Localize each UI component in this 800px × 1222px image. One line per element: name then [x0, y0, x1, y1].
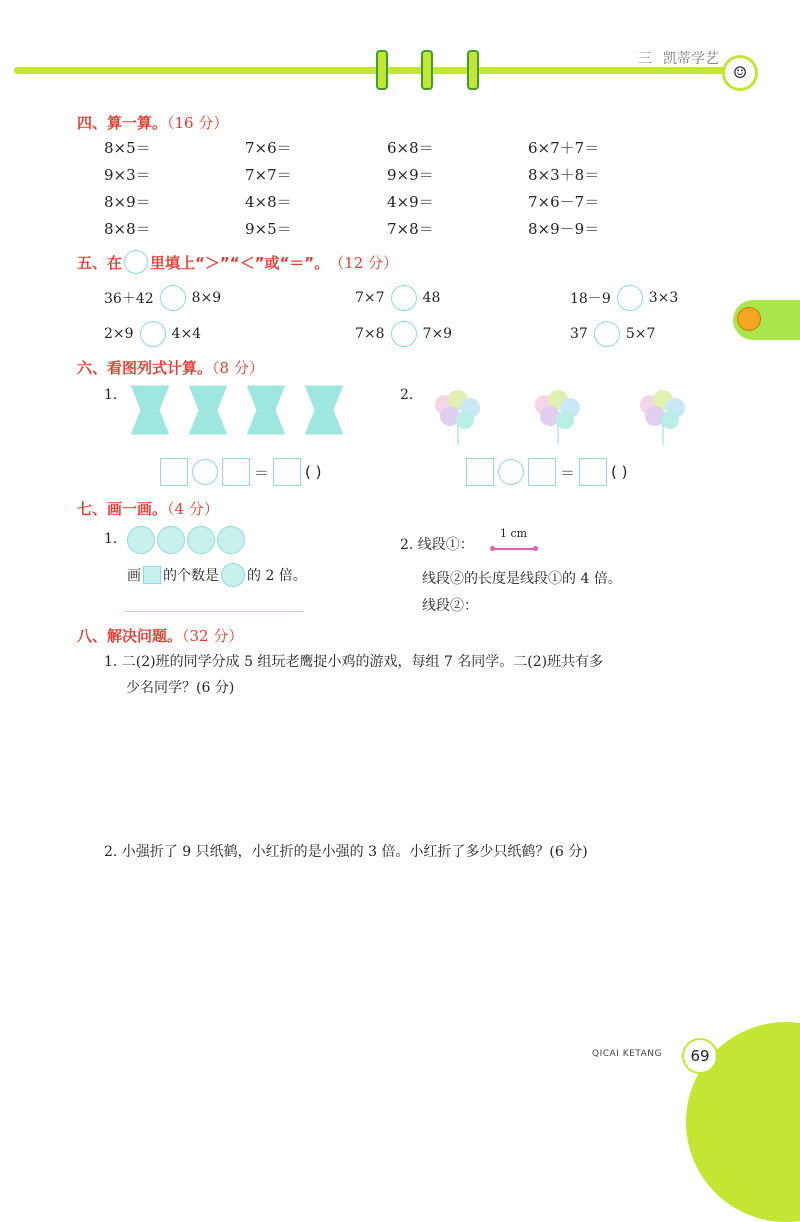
operator-circle[interactable] [498, 459, 524, 485]
compare-item [570, 321, 655, 347]
compare-left: 36＋42 [104, 291, 154, 307]
equation-row-1: ＝ ( ) [160, 458, 322, 486]
compare-left: 7×8 [355, 326, 385, 342]
compare-circle[interactable] [594, 321, 620, 347]
answer-box[interactable] [160, 458, 188, 486]
sec8-q1a: 1. 二(2)班的同学分成 5 组玩老鹰捉小鸡的游戏，每组 7 名同学。二(2)班共有多 [104, 654, 604, 670]
circle-icon [221, 563, 245, 587]
filled-circle [187, 526, 215, 554]
compare-right: 8×9 [191, 290, 222, 306]
compare-left: 37 [570, 326, 588, 342]
calc-item: 8×8＝ [104, 220, 151, 238]
calc-item: 4×9＝ [387, 193, 434, 211]
draw-area-line [124, 611, 304, 612]
compare-left: 18－9 [570, 291, 611, 307]
compare-left: 7×7 [355, 290, 385, 306]
filled-circle [127, 526, 155, 554]
calc-item: 8×9＝ [104, 193, 151, 211]
square-icon [143, 566, 161, 584]
compare-item [104, 321, 201, 347]
calc-item: 6×7＋7＝ [528, 139, 600, 157]
calc-item: 6×8＝ [387, 139, 434, 157]
sec6-n2: 2. [400, 387, 414, 403]
segment-endpoint [490, 546, 495, 551]
compare-circle[interactable] [617, 285, 643, 311]
circle-icon [124, 250, 148, 274]
calc-item: 7×7＝ [245, 166, 292, 184]
calc-item: 9×9＝ [387, 166, 434, 184]
compare-item [104, 285, 221, 311]
sec7-n2: 2. 线段①： [400, 537, 474, 553]
calc-item: 8×5＝ [104, 139, 151, 157]
filled-circle [217, 526, 245, 554]
compare-item [355, 321, 452, 347]
answer-box[interactable] [466, 458, 494, 486]
page-number: 69 [682, 1038, 718, 1074]
compare-right: 7×9 [422, 326, 453, 342]
compare-right: 48 [422, 290, 441, 306]
balloon-figures [420, 380, 710, 450]
segment-one [492, 548, 536, 550]
balloon-bunch [640, 390, 685, 445]
compare-right: 5×7 [625, 326, 656, 342]
footer-brand: QICAI KETANG [592, 1049, 662, 1059]
sec7-line1: 画 的个数是 的 2 倍。 [127, 563, 307, 587]
calc-item: 7×6－7＝ [528, 193, 600, 211]
compare-circle[interactable] [140, 321, 166, 347]
sec7-n1: 1. [104, 531, 118, 547]
binder-ring [376, 50, 388, 90]
compare-circle[interactable] [391, 285, 417, 311]
calc-item: 8×9－9＝ [528, 220, 600, 238]
hexagon-shape [304, 385, 344, 435]
hexagon-shape [188, 385, 228, 435]
compare-circle[interactable] [391, 321, 417, 347]
calc-item: 7×6＝ [245, 139, 292, 157]
compare-right: 4×4 [171, 326, 202, 342]
mascot-icon: ☺ [722, 55, 758, 91]
fish-icon [737, 307, 761, 331]
balloon-bunch [435, 390, 480, 445]
compare-item [355, 285, 440, 311]
header-title: 凯蒂学艺 [663, 51, 719, 67]
compare-item [570, 285, 678, 311]
sec4-title: 四、算一算。（16 分） [77, 114, 229, 132]
answer-box[interactable] [528, 458, 556, 486]
equation-row-2: ＝ ( ) [466, 458, 628, 486]
header-unit: 三 [638, 51, 652, 67]
segment-endpoint [533, 546, 538, 551]
sec8-q1b: 少名同学？(6 分) [126, 680, 235, 696]
unit-label: 1 cm [500, 527, 528, 540]
answer-box[interactable] [273, 458, 301, 486]
calc-item: 4×8＝ [245, 193, 292, 211]
sec6-n1: 1. [104, 387, 118, 403]
calc-item: 8×3＋8＝ [528, 166, 600, 184]
hexagon-figures [120, 380, 370, 450]
circle-row [127, 526, 245, 554]
sec6-title: 六、看图列式计算。（8 分） [77, 359, 264, 377]
balloon-bunch [535, 390, 580, 445]
hexagon-shape [246, 385, 286, 435]
sec8-q2: 2. 小强折了 9 只纸鹤，小红折的是小强的 3 倍。小红折了多少只纸鹤？(6 分) [104, 844, 588, 860]
calc-item: 9×5＝ [245, 220, 292, 238]
sec7-line3: 线段②： [422, 598, 478, 614]
compare-circle[interactable] [160, 285, 186, 311]
binder-ring [467, 50, 479, 90]
binder-ring [421, 50, 433, 90]
answer-box[interactable] [579, 458, 607, 486]
filled-circle [157, 526, 185, 554]
answer-box[interactable] [222, 458, 250, 486]
sec7-line2: 线段②的长度是线段①的 4 倍。 [422, 571, 622, 587]
sec5-title: 五、在 里填上“＞”“＜”或“＝”。 （12 分） [77, 250, 398, 274]
calc-item: 7×8＝ [387, 220, 434, 238]
hexagon-shape [130, 385, 170, 435]
compare-left: 2×9 [104, 326, 134, 342]
sec7-title: 七、画一画。（4 分） [77, 500, 219, 518]
compare-right: 3×3 [648, 290, 679, 306]
operator-circle[interactable] [192, 459, 218, 485]
calc-item: 9×3＝ [104, 166, 151, 184]
sec8-title: 八、解决问题。（32 分） [77, 627, 244, 645]
